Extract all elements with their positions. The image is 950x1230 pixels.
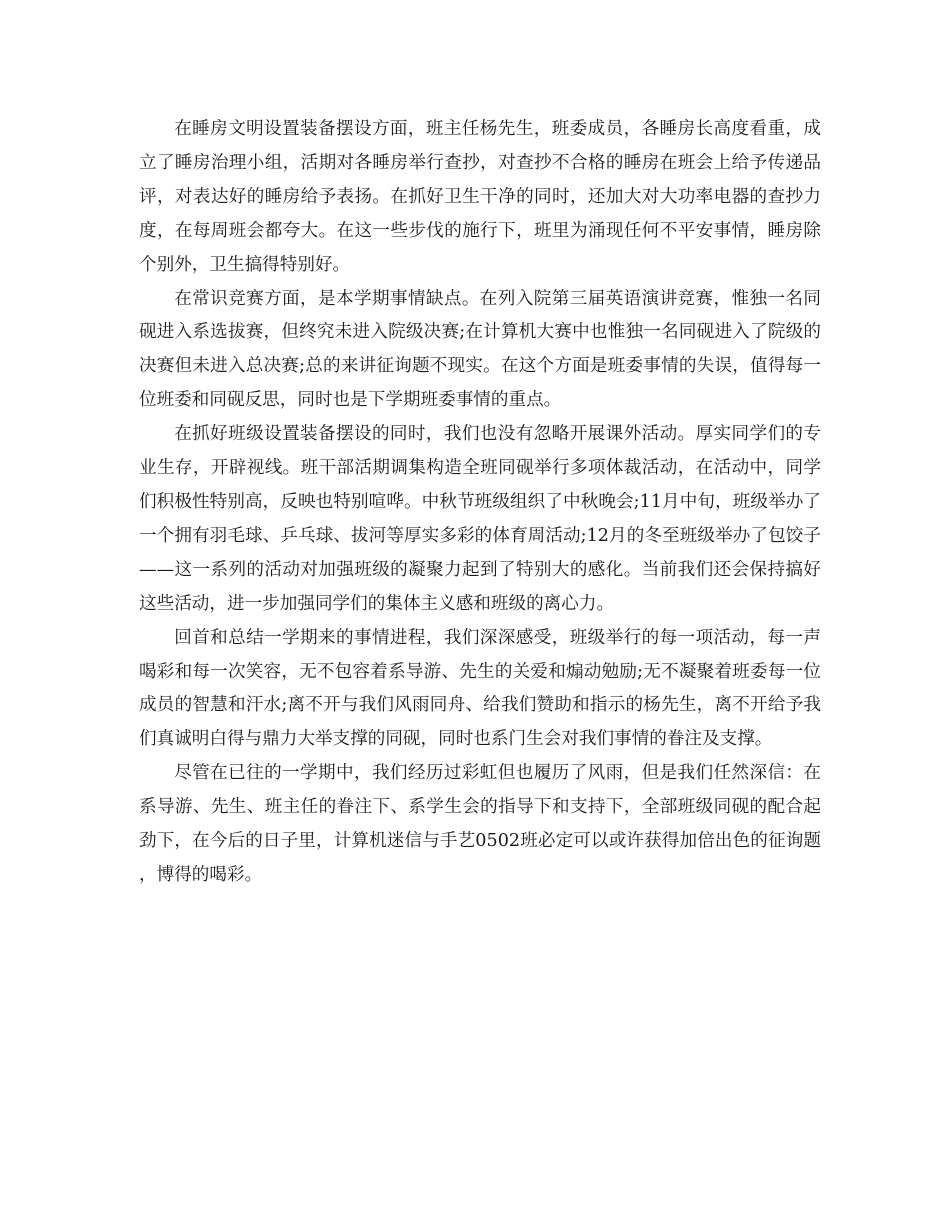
document-body bbox=[139, 113, 821, 893]
paragraph-competition: 在常识竞赛方面，是本学期事情缺点。在列入院第三届英语演讲竞赛，惟独一名同砚进入系选拔赛，但终究未进入院级决赛;在计算机大赛中也惟独一名同砚进入了院级的决赛但未进入总决赛;总的来讲征询题不现实。在这个方面是班委事情的失误，值得每一位班委和同砚反思，同时也是下学期班委事情的重点。 bbox=[139, 288, 821, 411]
paragraph-conclusion: 尽管在已往的一学期中，我们经历过彩虹但也履历了风雨，但是我们任然深信：在系导游、先生、班主任的眷注下、系学生会的指导下和支持下，全部班级同砚的配合起劲下，在今后的日子里，计算机迷信与手艺0502班必定可以或许获得加倍出色的征询题，博得的喝彩。 bbox=[139, 763, 821, 885]
paragraph-activities: 在抓好班级设置装备摆设的同时，我们也没有忽略开展课外活动。厚实同学们的专业生存，开辟视线。班干部活期调集构造全班同砚举行多项体裁活动，在活动中，同学们积极性特别高，反映也特别喧哗。中秋节班级组织了中秋晚会;11月中旬，班级举办了一个拥有羽毛球、乒乓球、拔河等厚实多彩的体育周活动;12月的冬至班级举办了包饺子——这一系列的活动对加强班级的凝聚力起到了特别大的感化。当前我们还会保持搞好这些活动，进一步加强同学们的集体主义感和班级的离心力。 bbox=[139, 424, 821, 614]
paragraph-review: 回首和总结一学期来的事情进程，我们深深感受，班级举行的每一项活动，每一声喝彩和每一次笑容，无不包容着系导游、先生的关爱和煽动勉励;无不凝聚着班委每一位成员的智慧和汗水;离不开与我们风雨同舟、给我们赞助和指示的杨先生，离不开给予我们真诚明白得与鼎力大举支撑的同砚，同时也系门生会对我们事情的眷注及支撑。 bbox=[139, 627, 821, 750]
paragraph-dorm: 在睡房文明设置装备摆设方面，班主任杨先生，班委成员，各睡房长高度看重，成立了睡房治理小组，活期对各睡房举行查抄，对查抄不合格的睡房在班会上给予传递品评，对表达好的睡房给予表扬。在抓好卫生干净的同时，还加大对大功率电器的查抄力度，在每周班会都夸大。在这一些步伐的施行下，班里为涌现任何不平安事情，睡房除个别外，卫生搞得特别好。 bbox=[139, 119, 821, 275]
